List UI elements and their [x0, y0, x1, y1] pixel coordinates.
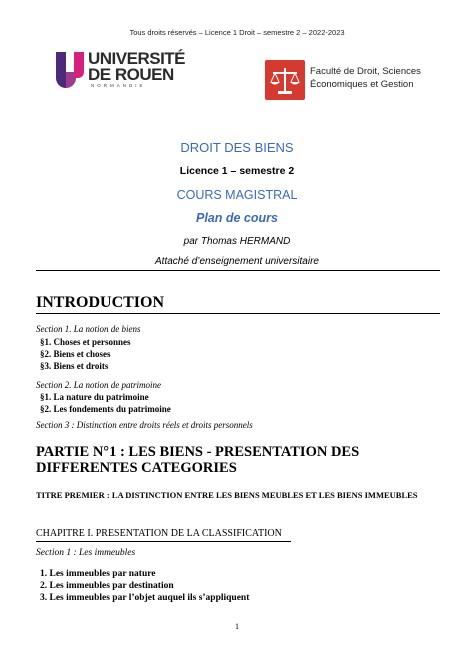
list-item: 3. Les immeubles par l’objet auquel ils s’appliquent [40, 593, 250, 603]
list-item: §1. Choses et personnes [40, 337, 131, 347]
course-title: DROIT DES BIENS [180, 140, 294, 155]
plan-heading: Plan de cours [196, 211, 278, 225]
list-item: §1. La nature du patrimoine [40, 392, 149, 402]
faculte-logo-line2: Économiques et Gestion [310, 78, 414, 90]
titre-label: TITRE PREMIER : [36, 490, 110, 500]
divider [36, 270, 440, 271]
author-role: Attaché d’enseignement universitaire [155, 256, 319, 267]
titre-premier [36, 489, 441, 502]
chapitre-heading: CHAPITRE I. PRESENTATION DE LA CLASSIFICATION [36, 528, 282, 539]
list-item: 1. Les immeubles par nature [40, 569, 156, 579]
document-header: Tous droits réservés – Licence 1 Droit – semestre 2 – 2022-2023 [129, 28, 345, 37]
intro-section1-title: Section 1. La notion de biens [36, 324, 141, 334]
author: par Thomas HERMAND [183, 236, 291, 247]
introduction-underline [36, 313, 440, 314]
titre-text: LA DISTINCTION ENTRE LES BIENS MEUBLES ET LES BIENS IMMEUBLES [109, 490, 418, 500]
course-level: Licence 1 – semestre 2 [179, 165, 295, 177]
partie1-heading [36, 444, 441, 476]
faculte-scales-icon [265, 60, 305, 100]
faculte-logo-line1: Faculté de Droit, Sciences [310, 66, 421, 77]
intro-section2-title: Section 2. La notion de patrimoine [36, 380, 161, 390]
chapitre-underline [36, 541, 291, 542]
rouen-u-icon [56, 52, 84, 88]
faculte-logo-text [310, 66, 421, 91]
list-item: §3. Biens et droits [40, 361, 109, 371]
list-item: 2. Les immeubles par destination [40, 581, 174, 591]
rouen-logo-line2: DE ROUEN [88, 65, 174, 84]
course-type: COURS MAGISTRAL [176, 188, 298, 202]
introduction-heading: INTRODUCTION [36, 294, 165, 311]
intro-section3-title: Section 3 : Distinction entre droits réels et droits personnels [36, 420, 253, 430]
rouen-logo-line1: UNIVERSITÉ [88, 49, 186, 68]
list-item: §2. Biens et choses [40, 349, 111, 359]
rouen-logo-line3: NORMANDIE [91, 83, 146, 88]
list-item: §2. Les fondements du patrimoine [40, 404, 171, 414]
partie1-heading-line2: DIFFERENTES CATEGORIES [36, 460, 237, 476]
universite-rouen-logo [56, 49, 186, 92]
page-number: 1 [235, 622, 239, 631]
partie1-heading-line1: PARTIE N°1 : LES BIENS - PRESENTATION DES [36, 444, 360, 460]
partie1-section1-title: Section 1 : Les immeubles [36, 548, 136, 558]
